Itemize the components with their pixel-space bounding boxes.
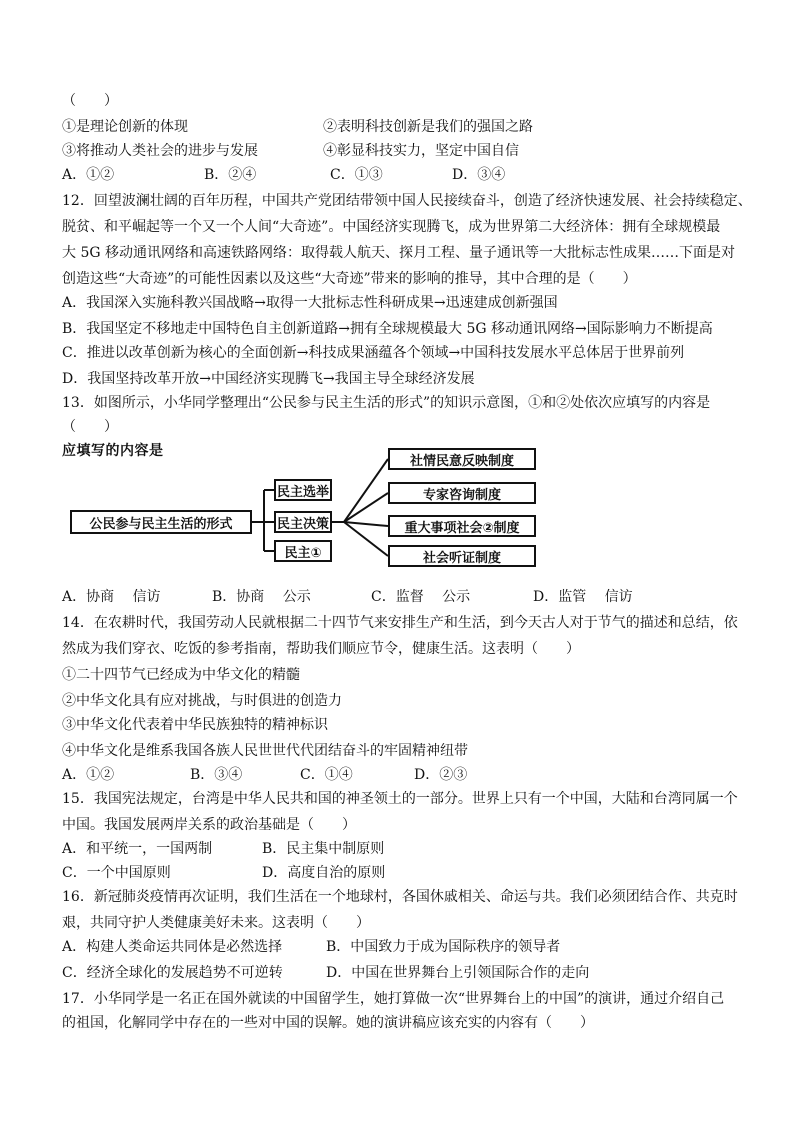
text-line: ③中华文化代表着中华民族独特的精神标识 — [62, 717, 328, 733]
answer-option: D．高度自治的原则 — [262, 865, 386, 881]
answer-option: C．监督 公示 — [371, 589, 471, 605]
answer-option: C．经济全球化的发展趋势不可逆转 — [62, 965, 283, 981]
text-line: （ ） — [62, 93, 118, 109]
figure-header: 应填写的内容是 — [62, 443, 164, 459]
answer-option: A．①② — [62, 167, 115, 183]
root-box: 公民参与民主生活的形式 — [70, 510, 252, 534]
answer-option: C．一个中国原则 — [62, 865, 171, 881]
text-line: 创造这些“大奇迹”的可能性因素以及这些“大奇迹”带来的影响的推导，其中合理的是（ ） — [62, 271, 637, 287]
text-line: B．我国坚定不移地走中国特色自主创新道路→拥有全球规模最大 5G 移动通讯网络→国际影响力不断提高 — [62, 321, 713, 337]
text-line: 15．我国宪法规定，台湾是中华人民共和国的神圣领土的一部分。世界上只有一个中国，大陆和台湾同属一个 — [62, 791, 738, 807]
text-line: A．我国深入实施科教兴国战略→取得一大批标志性科研成果→迅速建成创新强国 — [62, 295, 558, 311]
right-box-4: 社会听证制度 — [388, 545, 536, 567]
text-line: ④中华文化是维系我国各族人民世世代代团结奋斗的牢固精神纽带 — [62, 743, 468, 759]
diagram-figure — [62, 438, 552, 578]
text-line: ①二十四节气已经成为中华文化的精髓 — [62, 667, 300, 683]
answer-option: A．协商 信访 — [62, 589, 161, 605]
text-line: ②表明科技创新是我们的强国之路 — [323, 119, 533, 135]
mid-box-election: 民主选举 — [274, 479, 332, 501]
answer-option: C．①④ — [300, 767, 353, 783]
text-line: 13．如图所示，小华同学整理出“公民参与民主生活的形式”的知识示意图，①和②处依次应填写的内容是 — [62, 395, 711, 411]
answer-option: B．②④ — [204, 167, 257, 183]
text-line: C．推进以改革创新为核心的全面创新→科技成果涵蕴各个领域→中国科技发展水平总体居于世界前列 — [62, 345, 685, 361]
answer-option: B．③④ — [190, 767, 243, 783]
right-box-3: 重大事项社会②制度 — [388, 515, 536, 537]
right-box-1: 社情民意反映制度 — [388, 448, 536, 470]
right-box-2: 专家咨询制度 — [388, 482, 536, 504]
text-line: 脱贫、和平崛起等一个又一个人间“大奇迹”。中国经济实现腾飞，成为世界第二大经济体：拥有全球规模最 — [62, 219, 721, 235]
mid-box-decision: 民主决策 — [274, 511, 332, 533]
answer-option: B．协商 公示 — [212, 589, 311, 605]
answer-option: A．构建人类命运共同体是必然选择 — [62, 939, 283, 955]
answer-option: D．②③ — [414, 767, 468, 783]
answer-option: C．①③ — [330, 167, 383, 183]
text-line: ①是理论创新的体现 — [62, 119, 188, 135]
answer-option: A．①② — [62, 767, 115, 783]
answer-option: B．民主集中制原则 — [262, 841, 385, 857]
text-line: 14．在农耕时代，我国劳动人民就根据二十四节气来安排生产和生活，到今天古人对于节气的描述和总结，依 — [62, 615, 738, 631]
text-line: 中国。我国发展两岸关系的政治基础是（ ） — [62, 817, 356, 833]
text-line: ③将推动人类社会的进步与发展 — [62, 143, 258, 159]
answer-option: A．和平统一，一国两制 — [62, 841, 213, 857]
text-line: 大 5G 移动通讯网络和高速铁路网络：取得载人航天、探月工程、量子通讯等一大批标志性成果……下面是对 — [62, 245, 735, 261]
text-line: 12．回望波澜壮阔的百年历程，中国共产党团结带领中国人民接续奋斗，创造了经济快速发展、社会持续稳定、 — [62, 193, 752, 209]
text-line: 16．新冠肺炎疫情再次证明，我们生活在一个地球村，各国休戚相关、命运与共。我们必须团结合作、共克时 — [62, 889, 738, 905]
text-line: D．我国坚持改革开放→中国经济实现腾飞→我国主导全球经济发展 — [62, 371, 475, 387]
text-line: 的祖国，化解同学中存在的一些对中国的误解。她的演讲稿应该充实的内容有（ ） — [62, 1015, 594, 1031]
answer-option: B．中国致力于成为国际秩序的领导者 — [326, 939, 561, 955]
text-line: （ ） — [62, 419, 118, 435]
text-line: ②中华文化具有应对挑战，与时俱进的创造力 — [62, 693, 342, 709]
text-line: ④彰显科技实力，坚定中国自信 — [323, 143, 519, 159]
answer-option: D．监管 信访 — [533, 589, 633, 605]
answer-option: D．③④ — [452, 167, 506, 183]
text-line: 艰，共同守护人类健康美好未来。这表明（ ） — [62, 915, 370, 931]
text-line: 然成为我们穿衣、吃饭的参考指南，帮助我们顺应节令，健康生活。这表明（ ） — [62, 641, 580, 657]
answer-option: D．中国在世界舞台上引领国际合作的走向 — [326, 965, 590, 981]
mid-box-blank: 民主① — [274, 540, 332, 562]
text-line: 17．小华同学是一名正在国外就读的中国留学生，她打算做一次“世界舞台上的中国”的演讲，通过介绍自己 — [62, 991, 725, 1007]
